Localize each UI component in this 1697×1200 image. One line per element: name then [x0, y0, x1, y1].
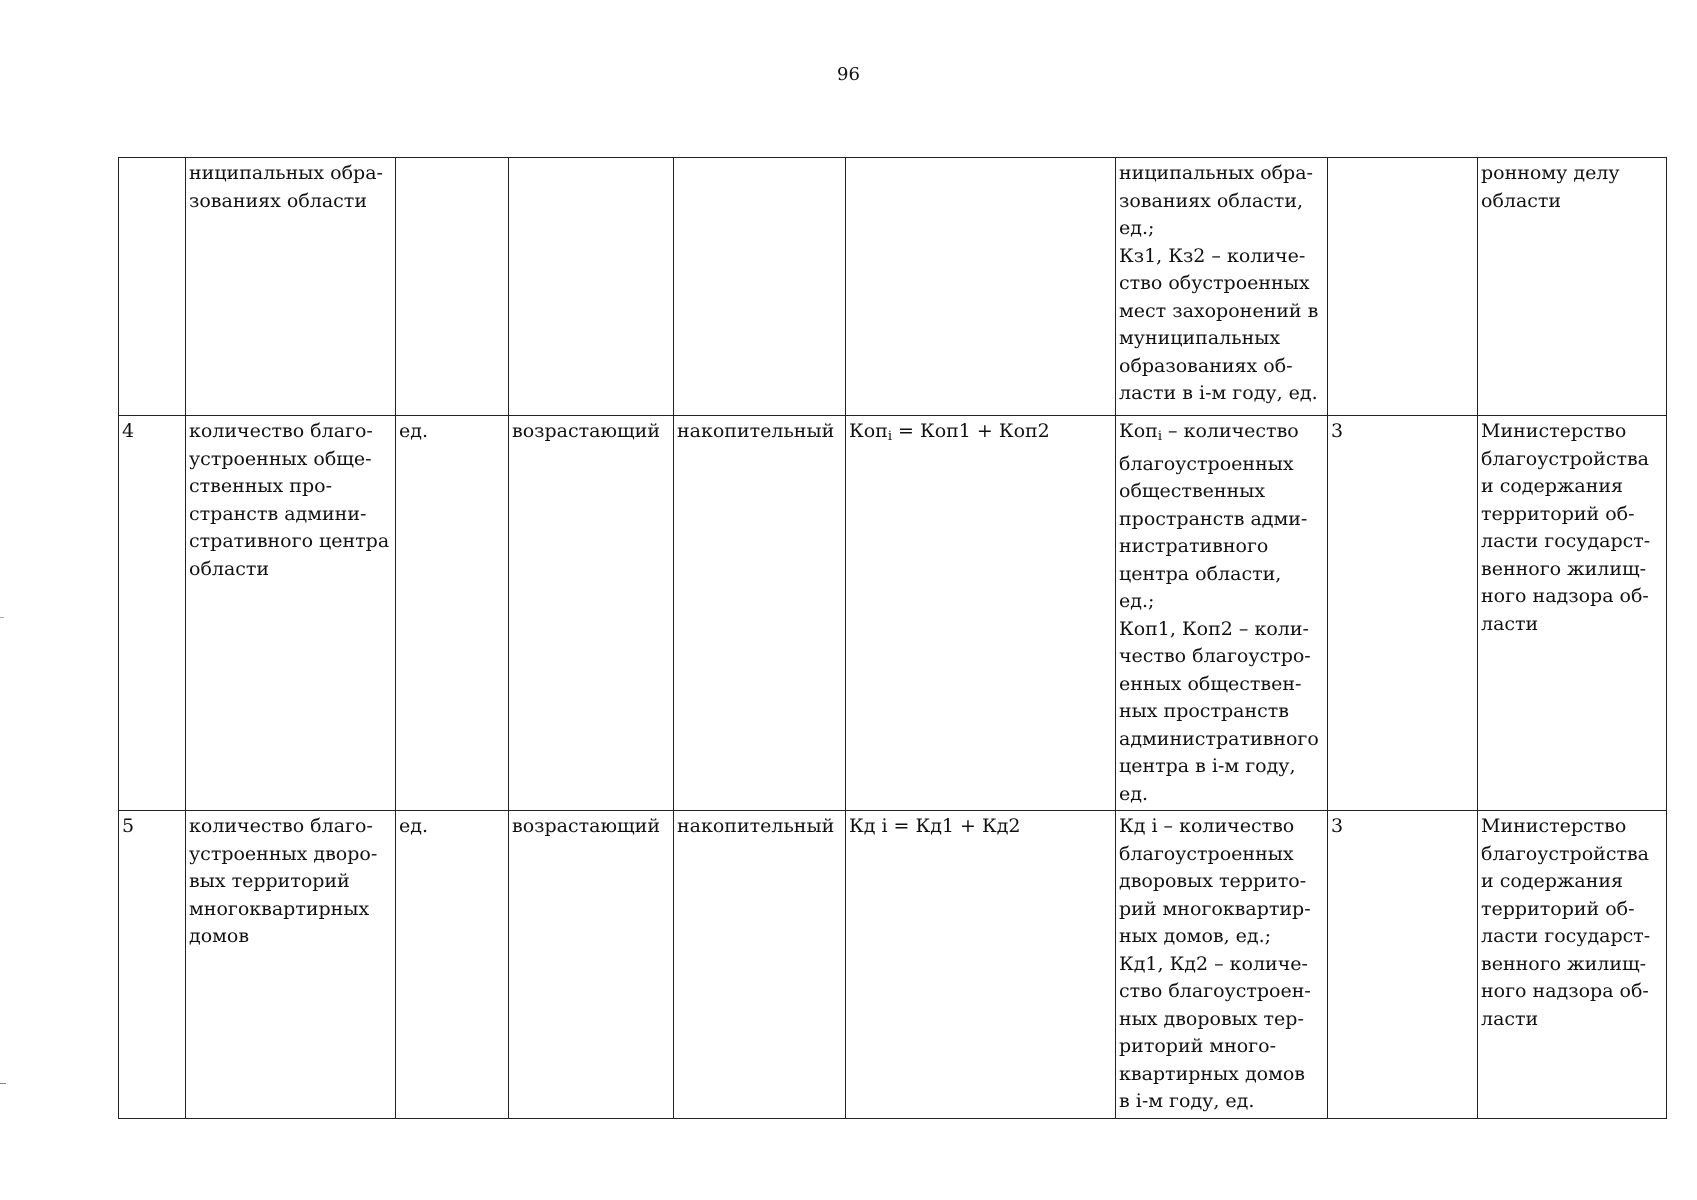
description-prefix: Коп — [1119, 420, 1158, 442]
cell-description: Кд i – количество благоустроенных дворовых террито- рий многоквартир- ных домов, ед.; Кд1, Кд2 – количе- ство благоустроен- ных дворовых тер- риторий много- квартирных домов в i-м году, ед. — [1116, 811, 1328, 1119]
cell-indicator-name: ниципальных обра- зованиях области — [186, 158, 396, 416]
table-row-continuation — [119, 158, 1667, 416]
cell-indicator-name: количество благо- устроенных дворо- вых территорий многоквартирных домов — [186, 811, 396, 1119]
table-row-4 — [119, 416, 1667, 811]
cell-responsible: ронному делу области — [1478, 158, 1667, 416]
scan-margin-mark — [0, 1083, 6, 1084]
cell-responsible: Министерство благоустройства и содержания территорий об- ласти государст- венного жилищ- ного надзора об- ласти — [1478, 811, 1667, 1119]
cell-formula: Кд i = Кд1 + Кд2 — [846, 811, 1116, 1119]
cell-num: 4 — [119, 416, 186, 811]
cell-type: накопительный — [674, 416, 846, 811]
cell-unit — [396, 158, 509, 416]
cell-responsible: Министерство благоустройства и содержания территорий об- ласти государст- венного жилищ- ного надзора об- ласти — [1478, 416, 1667, 811]
table-row-5 — [119, 811, 1667, 1119]
cell-unit: ед. — [396, 416, 509, 811]
formula-prefix: Коп — [849, 420, 888, 442]
cell-dynamics: возрастающий — [509, 416, 674, 811]
cell-value: 3 — [1328, 811, 1478, 1119]
formula-subscript: i — [887, 429, 892, 444]
page-number: 96 — [837, 64, 860, 85]
cell-num: 5 — [119, 811, 186, 1119]
indicators-table-container — [118, 157, 1666, 1119]
formula-rest: = Коп1 + Коп2 — [891, 420, 1050, 442]
cell-unit: ед. — [396, 811, 509, 1119]
cell-type — [674, 158, 846, 416]
cell-description: ниципальных обра- зованиях области, ед.; Кз1, Кз2 – количе- ство обустроенных мест захоронений в муниципальных образованиях об- ласти в i-м году, ед. — [1116, 158, 1328, 416]
scan-margin-mark — [0, 617, 4, 618]
cell-num — [119, 158, 186, 416]
description-subscript: i — [1157, 429, 1162, 444]
cell-indicator-name: количество благо- устроенных обще- ственных про- странств админи- стративного центра области — [186, 416, 396, 811]
cell-type: накопительный — [674, 811, 846, 1119]
cell-formula — [846, 158, 1116, 416]
cell-value — [1328, 158, 1478, 416]
indicators-table — [118, 157, 1667, 1119]
cell-dynamics: возрастающий — [509, 811, 674, 1119]
cell-formula — [846, 416, 1116, 811]
cell-dynamics — [509, 158, 674, 416]
cell-value: 3 — [1328, 416, 1478, 811]
description-rest: – количество благоустроенных общественных пространств адми- нистративного центра области, ед.; Коп1, Коп2 – коли- чество благоустро- енных обществен- ных пространств административного центра в i-м году, ед. — [1119, 420, 1319, 805]
cell-description — [1116, 416, 1328, 811]
